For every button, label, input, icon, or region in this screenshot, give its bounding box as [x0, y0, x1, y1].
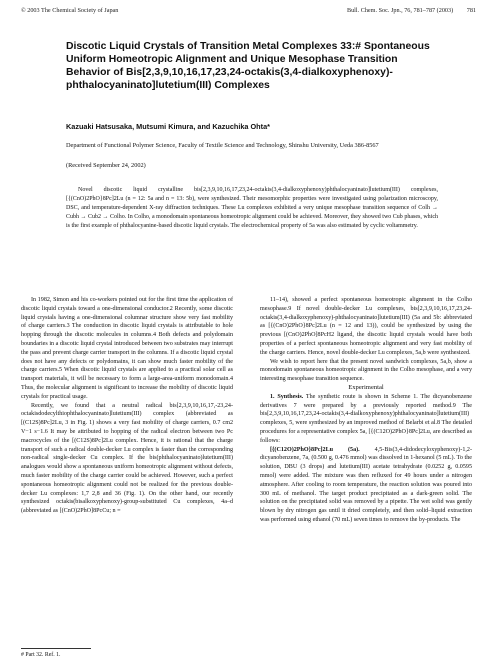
intro-paragraph-3: 11–14), showed a perfect spontaneous homeotropic alignment in the Colho mesophase.9 If novel double-decker Lu complexes, bis[2,3,9,10,16,17,23,24-octakis(3,4-dialkoxyphenoxy)-phthalocyaninato]lutetium(III) (5a and 5b: abbreviated as [{(CnO)2PhO}8Pc]2Lu (n = 12 and 13)), could be synthesized by using the previous [(CnO)2PhO]8PcH2 ligand, the discotic liquid crystals would have both properties of a perfect spontaneous homeotropic alignment and very fast mobility of the charge carriers. Hence, novel double-decker Lu complexes, 5a,b were synthesized.: [260, 297, 472, 356]
intro-paragraph-2: Recently, we found that a neutral radical bis[2,3,9,10,16,17,-23,24-octakisdodecylthiophthalocyaninato]lutetium(III) complex (abbreviated as [(C12S)8Pc]2Lu, 3 in Fig. 1) shows a very fast mobility of charge carriers, 0.7 cm2 V−1 s−1.6 It may be attributed to hopping of the radical electron between two Pc macrocycles of the [(C12S)8Pc]2Lu complex. Hence, it is rational that the charge transport of such a radical double-decker Lu complex is faster than the corresponding non-radical single-decker Cu complex. If the bis(phthalocyaninato)lutetium(III) analogues would show a spontaneous uniform homeotropic alignment without defects, much faster mobility of the charge carrier could be achieved. However, such a perfect spontaneous homeotropic alignment could not be realized for the previous double-decker Lu complexes: 1,7 2,8 and 36 (Fig. 1). On the other hand, our recently synthesized octakis(bisalkoxyphenoxy)-group-substituted Cu complexes, 4a–d (abbreviated as [(CnO)2PhO]8PcCu; n =: [21, 402, 233, 515]
compound-label: [{(C12O)2PhO}8Pc]2Lu (5a).: [270, 446, 360, 453]
procedure-text: 4,5-Bis(3,4-didodecyloxyphenoxy)-1,2-dicyanobenzene, 7a, (0.500 g, 0.476 mmol) was dissolved in 1-hexanol (5 mL). To the solution, DBU (3 drops) and lutetium(III) acetate tetrahydrate (0.0252 g, 0.0595 mmol) were added. The mixture was then refluxed for 49 hours under a nitrogen atmosphere. After cooling to room temperature, the reaction solution was poured into 300 mL of methanol. The target product precipitated as a dark-green solid. The solution on the precipitated solid was removed by a pipette. The wet solid was gently blown by dry nitrogen gas until it dried completely, and then solid–liquid extraction was performed using ethanol (70 mL) seven times to remove the by-products. The: [260, 446, 472, 523]
journal-citation: [347, 7, 476, 14]
received-date: (Received September 24, 2002): [66, 162, 146, 169]
intro-paragraph-1: In 1982, Simon and his co-workers pointed out for the first time the application of discotic liquid crystals toward a one-dimensional conductor.2 Recently, some discotic liquid crystals having a one-dimensional columnar structure show very fast mobility of charge carriers.3 The conduction in discotic liquid crystals is attributable to hole hopping through the discotic molecules in columns.4 Both defects and polydomain boundaries in a discotic liquid crystal introduced between two substrates may interrupt the pass and prevent charge carrier transport in the columns. If a discotic liquid crystal does not have any defects or polydomains, it can show much faster mobility of the charge carriers.5 When discotic liquid crystals are applied to a practical solar cell as transport materials, it will be necessary to form a large-area-uniform monodomain.4 Thus, the molecular alignment is significant to increase the mobility of discotic liquid crystals for practical usage.: [21, 297, 233, 400]
intro-paragraph-4: We wish to report here that the present novel sandwich complexes, 5a,b, show a monodomain spontaneous homeotropic alignment in the Colho mesophase, and a very interesting mesophase transition sequence.: [260, 358, 472, 383]
page-number: 781: [466, 7, 476, 14]
citation-text: Bull. Chem. Soc. Jpn., 76, 781–787 (2003): [346, 7, 454, 14]
subsection-label: 1. Synthesis.: [270, 393, 304, 400]
left-column: [21, 296, 233, 516]
copyright-line: © 2003 The Chemical Society of Japan: [21, 7, 119, 14]
author-list: Kazuaki Hatsusaka, Mutsumi Kimura, and Kazuchika Ohta*: [66, 122, 270, 131]
abstract: Novel discotic liquid crystalline bis[2,3,9,10,16,17,23,24-octakis(3,4-dialkoxyphenoxy)phthalocyaninato]lutetium(III) complexes, [{(CnO)2PhO}8Pc]2Lu (n = 12: 5a and n = 13: 5b), were synthesized. Their mesomorphic properties were investigated using polarization microscopy, DSC, and temperature-dependent X-ray diffraction techniques. These Lu complexes exhibited a very unique mesophase transition sequence of Colh → Cubh → Cub2 → Colho. In Colho, a monodomain spontaneous homeotropic alignment could be achieved. Moreover, they showed two Cub phases, which is the first example of phthalocyanine-based discotic liquid crystals. The electrochemical property of 5a was also estimated by cyclic voltammetry.: [66, 187, 438, 229]
affiliation: Department of Functional Polymer Science, Faculty of Textile Science and Technology, Shinshu University, Ueda 386-8567: [66, 142, 379, 149]
footnote-divider: [21, 648, 91, 649]
article-title: Discotic Liquid Crystals of Transition Metal Complexes 33:# Spontaneous Uniform Homeotropic Alignment and Unique Mesophase Transition Behavior of Bis[2,3,9,10,16,17,23,24-octakis(3,4-dialkoxyphenoxy)-phthalocyaninato]lutetium(III) Complexes: [66, 41, 430, 91]
synthesis-paragraph: [260, 393, 472, 446]
section-heading-experimental: Experimental: [348, 383, 384, 391]
footnote: # Part 32. Ref. 1.: [21, 652, 61, 658]
procedure-paragraph: [260, 446, 472, 525]
synthesis-text: The synthetic route is shown in Scheme 1. The dicyanobenzene derivatives 7 were prepared by a previously reported method.9 The bis[2,3,9,10,16,17,23,24-octakis(3,4-dialkoxyphenoxy)phthalocyaninato]lutetium(III) complexes, 5, were synthesized by an improved method of Belarbi et al.8 The detailed procedures for a representative complex 5a, [{(C12O)2PhO}8Pc]2Lu, are described as follows:: [260, 393, 472, 444]
right-column: [260, 296, 472, 525]
